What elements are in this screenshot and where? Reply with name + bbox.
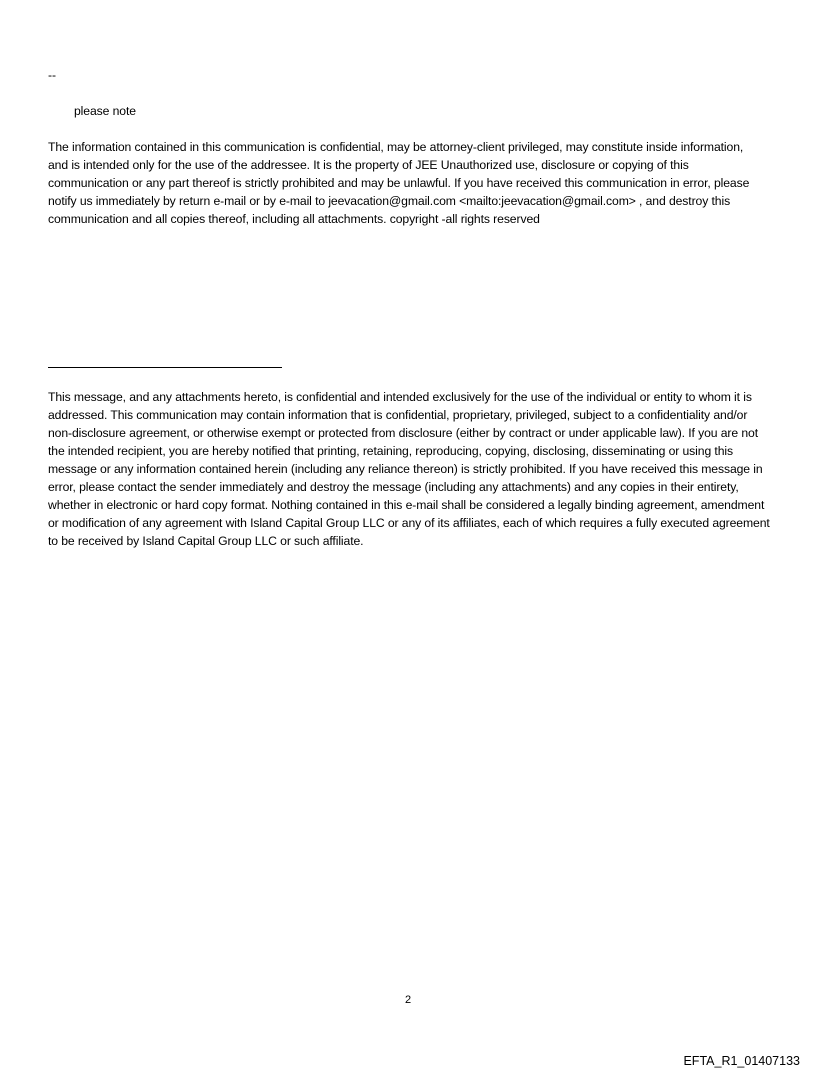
legal-disclaimer-paragraph: This message, and any attachments hereto, is confidential and intended exclusively for the use of the individual or entity to whom it is addressed. This communication may contain information that is confidential, proprietary, privileged, subject to a confidentiality and/or non-disclosure agreement, or otherwise exempt or protected from disclosure (either by contract or under applicable law). If you are not the intended recipient, you are hereby notified that printing, retaining, reproducing, copying, disclosing, disseminating or using this message or any information contained herein (including any reliance thereon) is strictly prohibited. If you have received this message in error, please contact the sender immediately and destroy the message (including any attachments) and any copies in their entirety, whether in electronic or hard copy format. Nothing contained in this e-mail shall be considered a legally binding agreement, amendment or modification of any agreement with Island Capital Group LLC or any of its affiliates, each of which requires a fully executed agreement to be received by Island Capital Group LLC or such affiliate. <box>48 390 770 548</box>
horizontal-rule-divider <box>48 367 282 368</box>
document-identifier: EFTA_R1_01407133 <box>683 1054 800 1068</box>
page-number: 2 <box>404 994 412 1006</box>
confidentiality-notice-paragraph: The information contained in this communication is confidential, may be attorney-client privileged, may constitute inside information, and is intended only for the use of the addressee. It is the property of JEE Unauthorized use, disclosure or copying of this communication or any part thereof is strictly prohibited and may be unlawful. If you have received this communication in error, please notify us immediately by return e-mail or by e-mail to jeevacation@gmail.com <mailto:jeevacation@gmail.com> , and destroy this communication and all copies thereof, including all attachments. copyright -all rights reserved <box>48 140 750 226</box>
note-heading: please note <box>74 104 136 118</box>
signature-separator: -- <box>48 68 56 82</box>
